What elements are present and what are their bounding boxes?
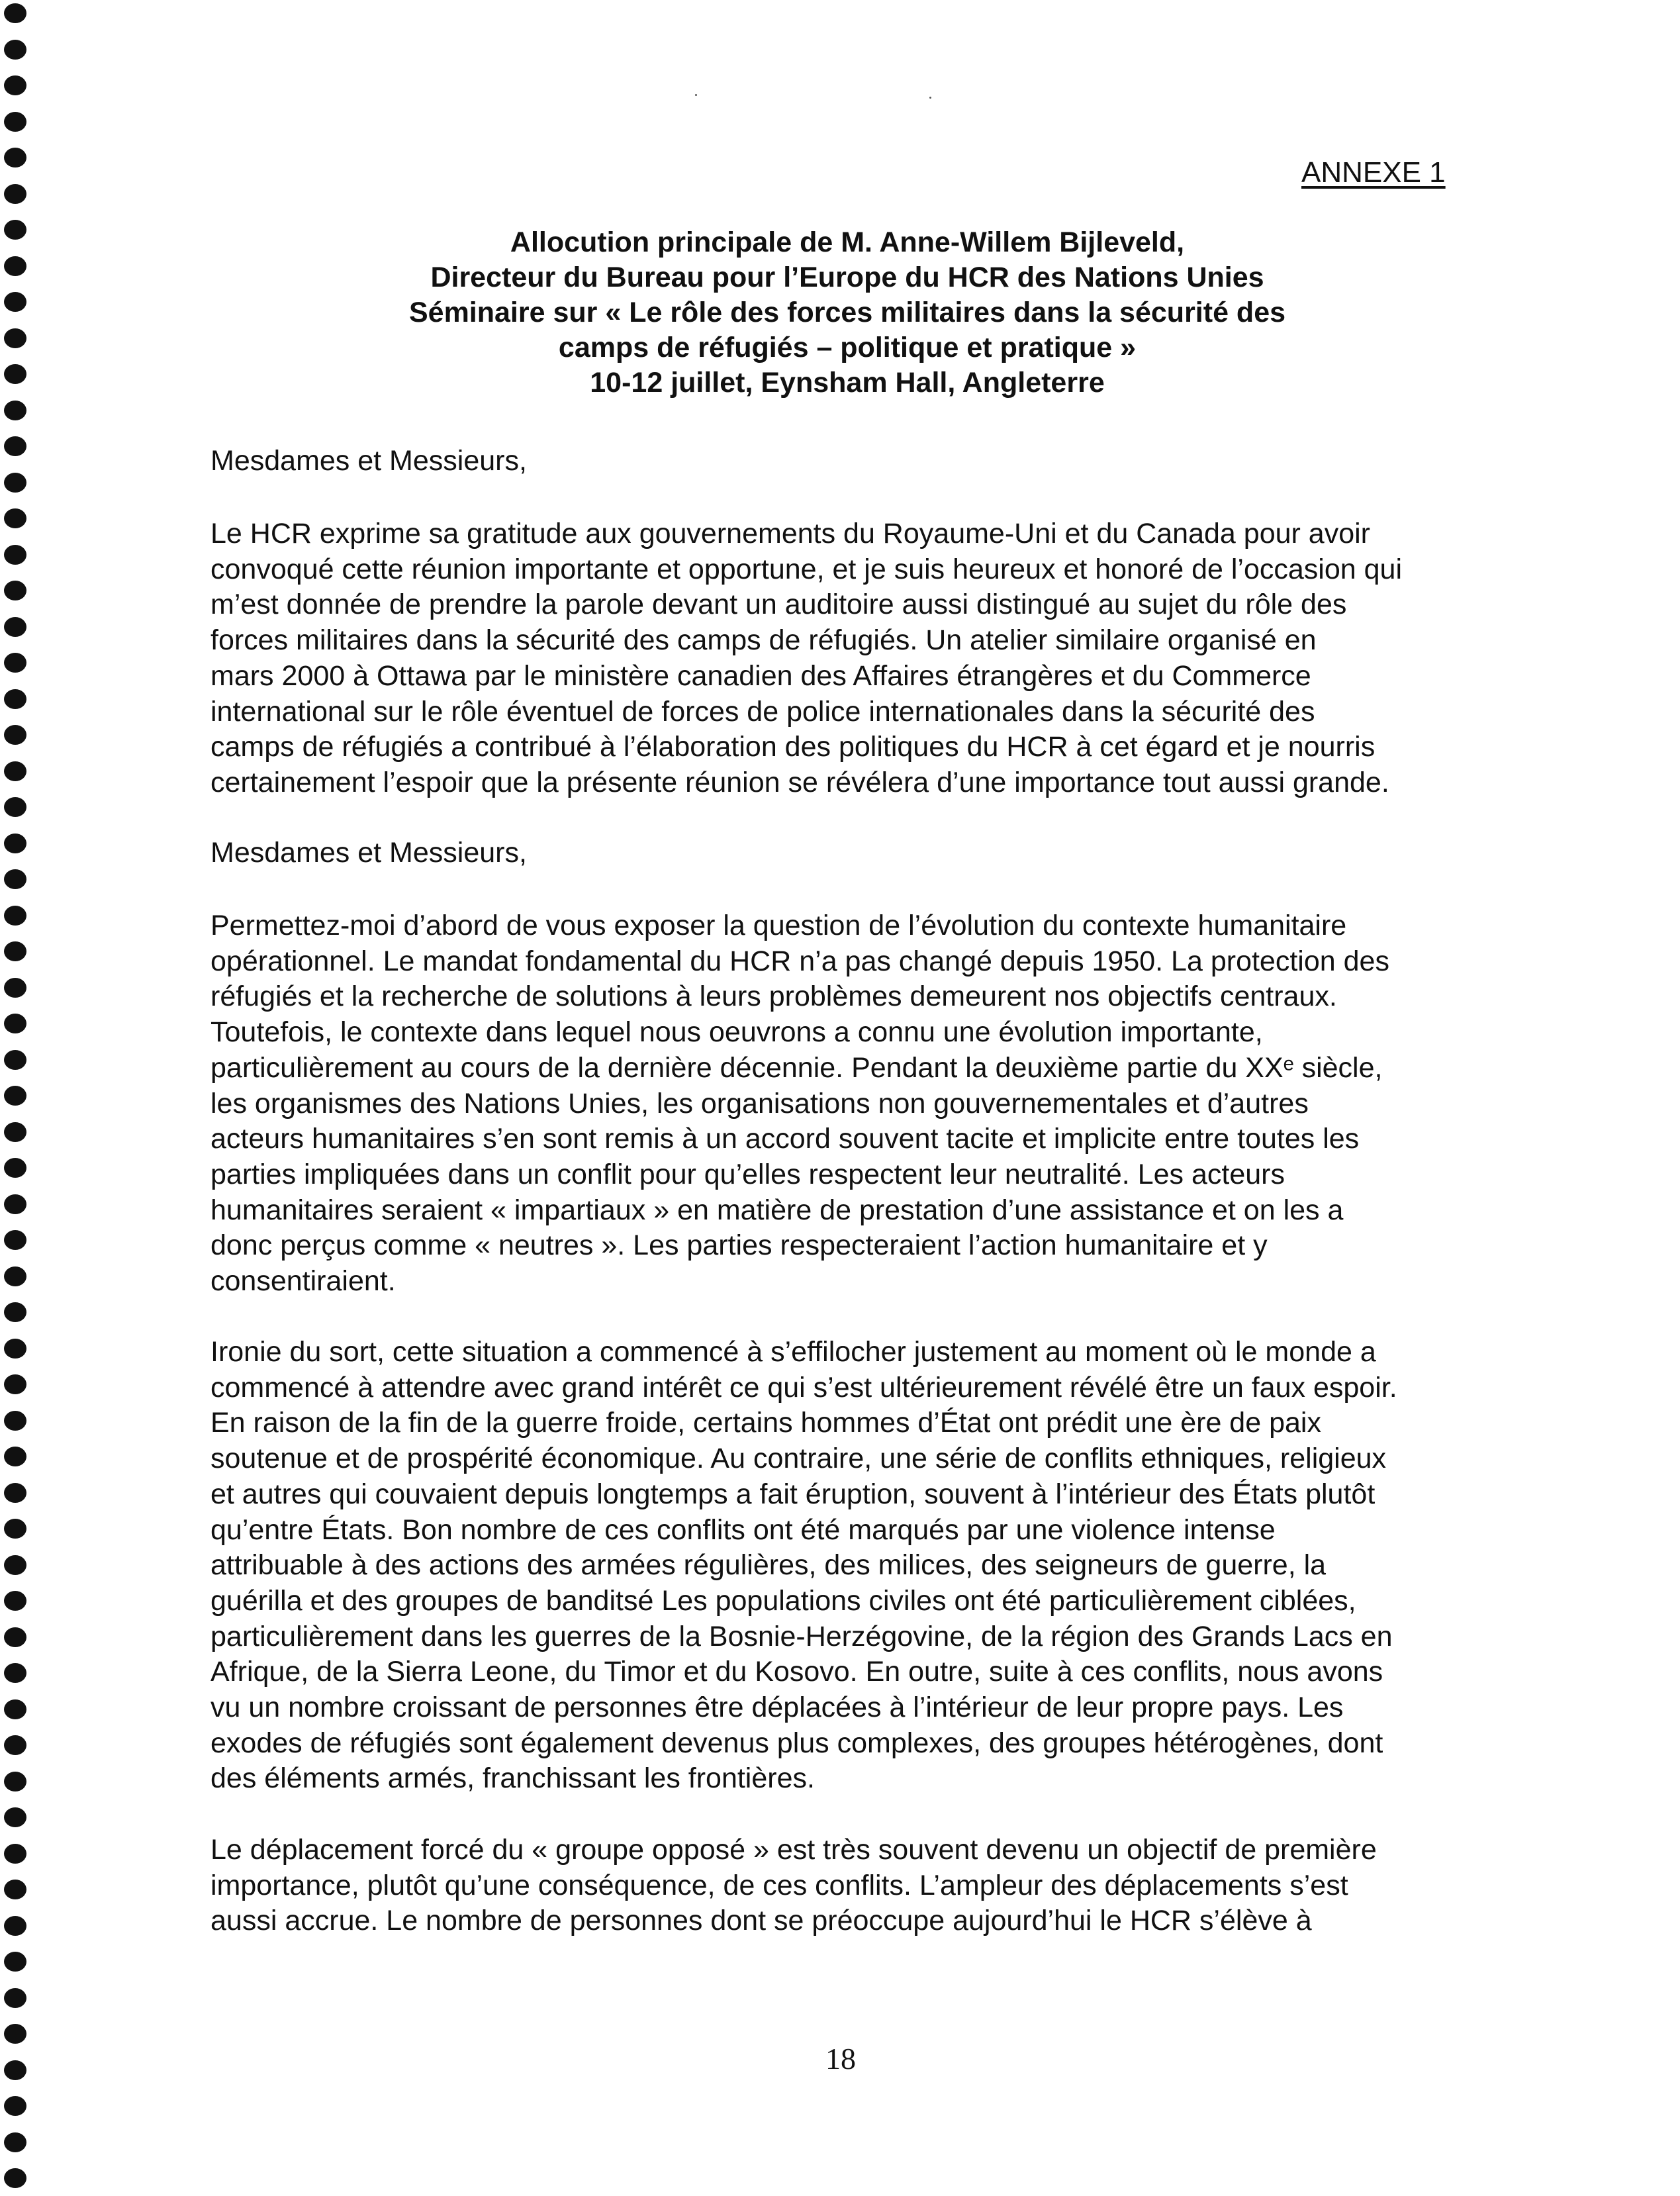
binder-hole (4, 436, 26, 456)
text-line: et autres qui couvaient depuis longtemps a fait éruption, souvent à l’intérieur des États plutôt (210, 1478, 1376, 1510)
binder-hole (4, 1735, 26, 1755)
annex-label: ANNEXE 1 (1301, 156, 1446, 189)
binder-hole (4, 1194, 26, 1214)
binder-hole (4, 256, 26, 276)
binder-hole (4, 1952, 26, 1972)
text-line: parties impliquées dans un conflit pour qu’elles respectent leur neutralité. Les acteurs (210, 1158, 1285, 1190)
binder-hole (4, 834, 26, 853)
binder-hole (4, 797, 26, 817)
text-line: aussi accrue. Le nombre de personnes dont se préoccupe aujourd’hui le HCR s’élève à (210, 1905, 1312, 1937)
binder-hole (4, 40, 26, 60)
text-line: certainement l’espoir que la présente réunion se révélera d’une importance tout aussi grande. (210, 766, 1389, 798)
text-line: particulièrement dans les guerres de la Bosnie-Herzégovine, de la région des Grands Lacs en (210, 1620, 1393, 1652)
binder-hole (4, 220, 26, 240)
text-line: opérationnel. Le mandat fondamental du HCR n’a pas changé depuis 1950. La protection des (210, 945, 1389, 977)
binder-hole (4, 1916, 26, 1936)
binder-hole (4, 1302, 26, 1322)
binder-hole (4, 112, 26, 132)
binder-hole (4, 1699, 26, 1719)
binder-hole (4, 1483, 26, 1503)
binder-hole (4, 869, 26, 889)
binder-hole (4, 2024, 26, 2044)
speech-title (331, 225, 1364, 401)
binder-hole (4, 1555, 26, 1575)
binder-hole (4, 1988, 26, 2008)
binder-hole (4, 545, 26, 565)
binder-hole (4, 292, 26, 312)
title-line: Séminaire sur « Le rôle des forces militaires dans la sécurité des (408, 297, 1286, 328)
binder-hole (4, 725, 26, 745)
binder-hole (4, 184, 26, 204)
binder-hole (4, 1844, 26, 1864)
text-line: mars 2000 à Ottawa par le ministère canadien des Affaires étrangères et du Commerce (210, 659, 1311, 692)
binder-hole (4, 1772, 26, 1791)
title-line: 10-12 juillet, Eynsham Hall, Angleterre (590, 367, 1105, 399)
text-line: les organismes des Nations Unies, les organisations non gouvernementales et d’autres (210, 1087, 1309, 1120)
binder-hole (4, 1339, 26, 1359)
text-line: Le déplacement forcé du « groupe opposé » est très souvent devenu un objectif de première (210, 1834, 1377, 1866)
text-line: acteurs humanitaires s’en sont remis à un accord souvent tacite et implicite entre toutes les (210, 1123, 1360, 1155)
paragraph-gratitude (210, 516, 1495, 801)
binder-hole (4, 1086, 26, 1106)
text-line: soutenue et de prospérité économique. Au contraire, une série de conflits ethniques, religieux (210, 1443, 1387, 1475)
binder-hole (4, 2060, 26, 2080)
binder-hole (4, 1447, 26, 1466)
text-line: forces militaires dans la sécurité des camps de réfugiés. Un atelier similaire organisé en (210, 624, 1317, 657)
binder-hole (4, 581, 26, 600)
text-line: m’est donnée de prendre la parole devant un auditoire aussi distingué au sujet du rôle des (210, 589, 1347, 621)
binder-hole (4, 75, 26, 95)
text-line: convoqué cette réunion importante et opportune, et je suis heureux et honoré de l’occasion qui (210, 553, 1403, 585)
title-line: Directeur du Bureau pour l’Europe du HCR des Nations Unies (430, 262, 1264, 293)
title-line: Allocution principale de M. Anne-Willem Bijleveld, (510, 226, 1185, 258)
text-line: camps de réfugiés a contribué à l’élaboration des politiques du HCR à cet égard et je nourris (210, 731, 1376, 763)
binder-hole (4, 1266, 26, 1286)
text-line: attribuable à des actions des armées régulières, des milices, des seigneurs de guerre, la (210, 1549, 1327, 1582)
binder-hole (4, 1880, 26, 1899)
text-line: exodes de réfugiés sont également devenus plus complexes, des groupes hétérogènes, dont (210, 1727, 1383, 1759)
text-line: international sur le rôle éventuel de forces de police internationales dans la sécurité des (210, 695, 1315, 728)
binder-hole (4, 508, 26, 528)
text-line: Ironie du sort, cette situation a commencé à s’effilocher justement au moment où le monde a (210, 1336, 1376, 1368)
text-line: donc perçus comme « neutres ». Les parties respecteraient l’action humanitaire et y (210, 1229, 1268, 1262)
salutation: Mesdames et Messieurs, (210, 837, 527, 869)
text-line: Permettez-moi d’abord de vous exposer la question de l’évolution du contexte humanitaire (210, 910, 1347, 941)
text-line: consentiraient. (210, 1265, 396, 1298)
text-line: vu un nombre croissant de personnes être déplacées à l’intérieur de leur propre pays. Les (210, 1692, 1344, 1724)
binder-hole (4, 401, 26, 420)
binder-hole (4, 1050, 26, 1070)
binder-hole (4, 1122, 26, 1142)
binder-hole (4, 473, 26, 493)
binder-hole (4, 328, 26, 348)
binder-hole (4, 2096, 26, 2116)
text-line: qu’entre États. Bon nombre de ces conflits ont été marqués par une violence intense (210, 1513, 1276, 1546)
title-line: camps de réfugiés – politique et pratique » (558, 332, 1137, 363)
text-line: des éléments armés, franchissant les frontières. (210, 1762, 815, 1795)
binder-hole (4, 978, 26, 998)
binder-hole (4, 364, 26, 384)
text-line: Le HCR exprime sa gratitude aux gouvernements du Royaume-Uni et du Canada pour avoir (210, 518, 1370, 549)
binder-hole (4, 148, 26, 167)
binder-hole (4, 1627, 26, 1647)
scan-speck (695, 94, 697, 96)
paragraph-irony (210, 1335, 1495, 1797)
text-line: importance, plutôt qu’une conséquence, de ces conflits. L’ampleur des déplacements s’est (210, 1869, 1348, 1901)
binder-hole (4, 941, 26, 961)
binder-hole (4, 2132, 26, 2152)
binder-hole (4, 1374, 26, 1394)
binder-hole (4, 689, 26, 709)
scan-speck (929, 97, 931, 99)
binder-hole (4, 1519, 26, 1539)
binder-hole (4, 761, 26, 781)
binder-hole (4, 1663, 26, 1683)
binder-hole (4, 2168, 26, 2188)
paragraph-context (210, 908, 1495, 1300)
text-line: humanitaires seraient « impartiaux » en matière de prestation d’une assistance et on les a (210, 1194, 1344, 1226)
text-line: commencé à attendre avec grand intérêt ce qui s’est ultérieurement révélé être un faux espoir. (210, 1371, 1397, 1404)
text-line: réfugiés et la recherche de solutions à leurs problèmes demeurent nos objectifs centraux. (210, 980, 1337, 1013)
text-line: particulièrement au cours de la dernière décennie. Pendant la deuxième partie du XXᵉ siècle, (210, 1051, 1383, 1084)
binder-hole (4, 1158, 26, 1178)
text-line: guérilla et des groupes de banditsé Les populations civiles ont été particulièrement ciblées, (210, 1584, 1356, 1617)
salutation: Mesdames et Messieurs, (210, 445, 527, 477)
text-line: En raison de la fin de la guerre froide, certains hommes d’État ont prédit une ère de paix (210, 1407, 1321, 1439)
binder-hole (4, 906, 26, 926)
binder-holes (0, 0, 40, 2196)
binder-hole (4, 1014, 26, 1033)
text-line: Afrique, de la Sierra Leone, du Timor et du Kosovo. En outre, suite à ces conflits, nous avons (210, 1656, 1383, 1688)
paragraph-displacement (210, 1833, 1495, 1939)
binder-hole (4, 3, 26, 23)
binder-hole (4, 1591, 26, 1611)
binder-hole (4, 653, 26, 673)
page-number: 18 (825, 2042, 856, 2076)
binder-hole (4, 1230, 26, 1250)
binder-hole (4, 1807, 26, 1827)
text-line: Toutefois, le contexte dans lequel nous oeuvrons a connu une évolution importante, (210, 1016, 1263, 1049)
binder-hole (4, 617, 26, 637)
binder-hole (4, 1411, 26, 1431)
